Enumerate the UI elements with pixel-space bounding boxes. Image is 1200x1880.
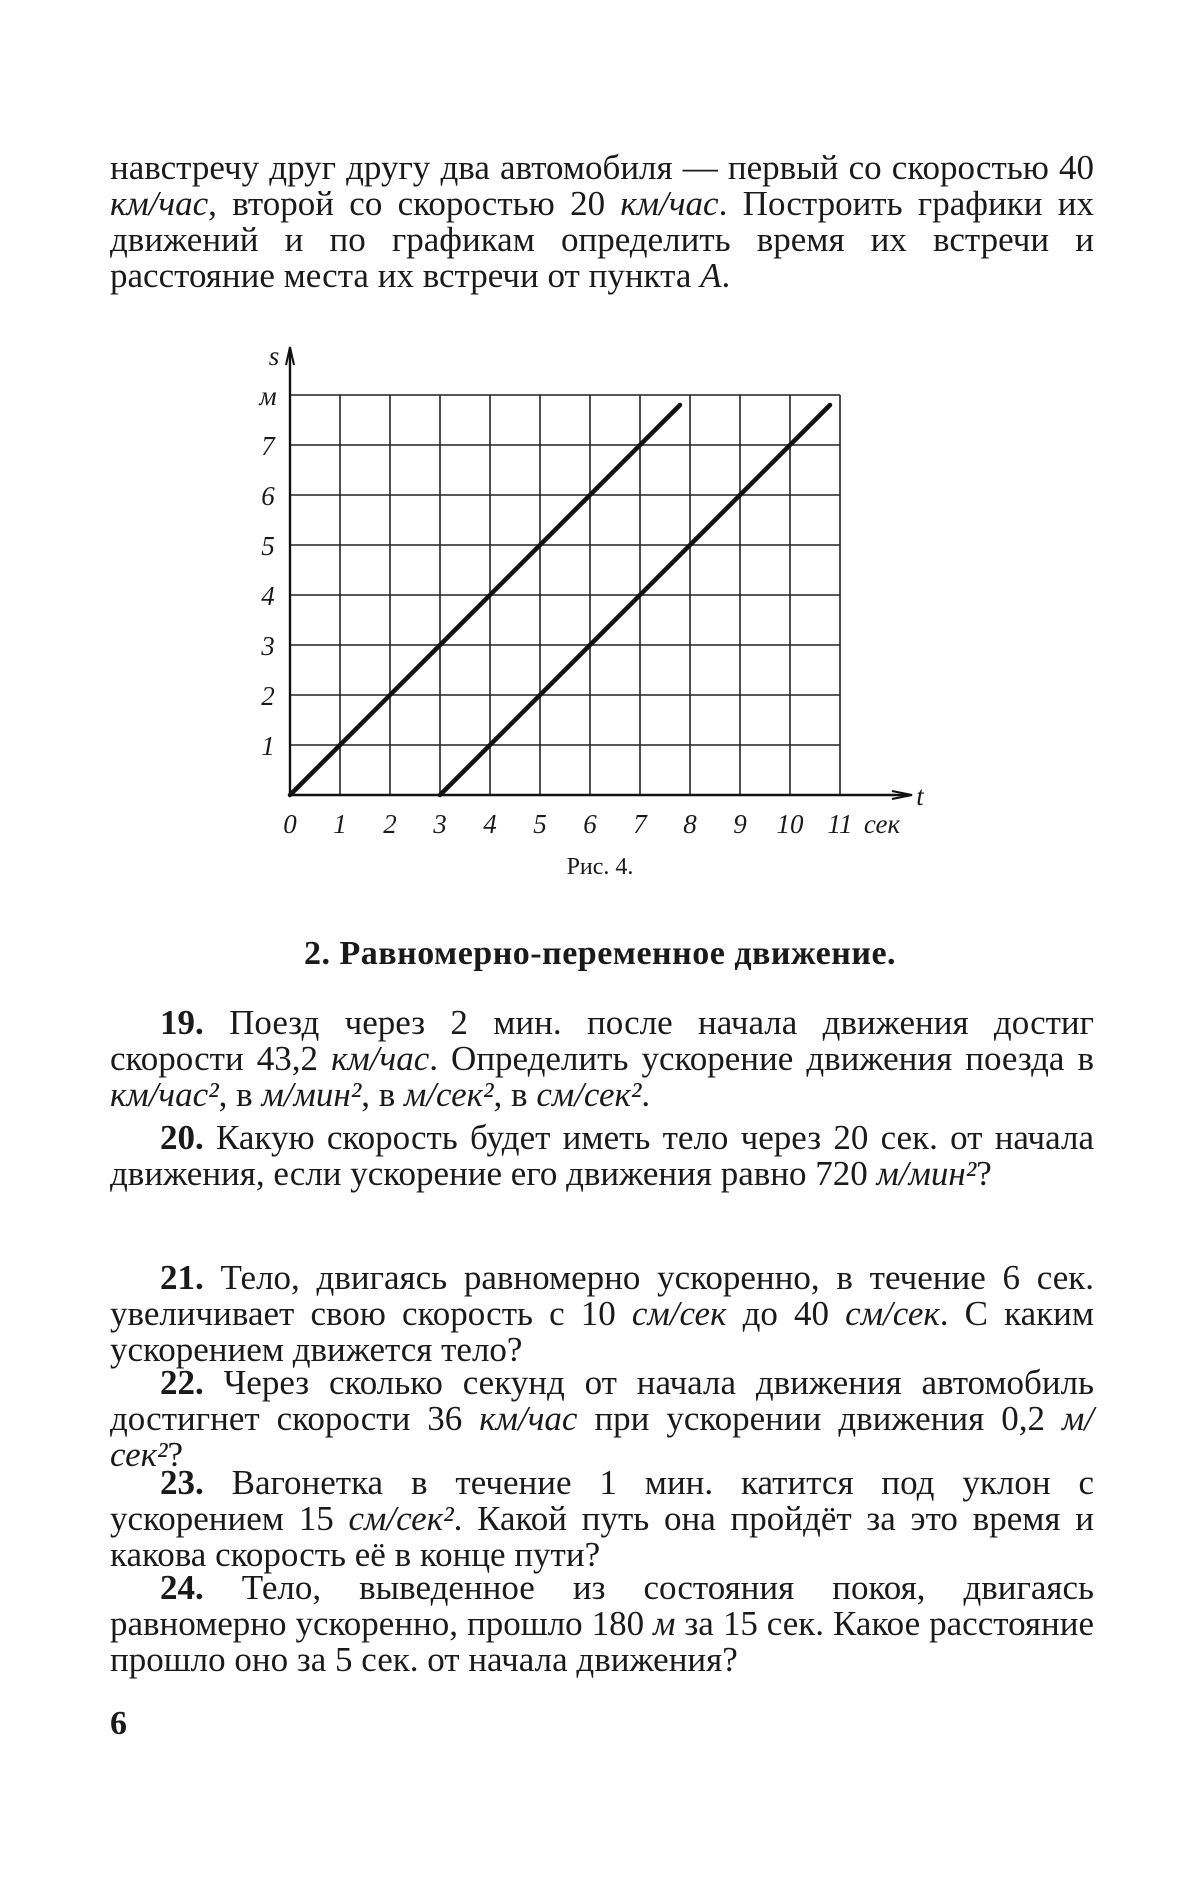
problem-text: Вагонетка в течение 1 мин. катится под уклон с ускорением 15 [110,1463,1094,1538]
problem-text: . [641,1075,651,1114]
x-tick-label: 11 [827,809,853,839]
x-tick-label: 2 [383,809,397,839]
problem-20 [110,1120,1094,1192]
chart-grid [290,395,840,795]
intro-text-1: навстречу друг другу два автомобиля — первый со скоростью 40 [110,148,1094,187]
intro-text-3: . Построить графики их движений и по графикам определить время их встречи и расстояние места их встречи от пункта [110,184,1094,295]
motion-graph-figure [240,335,940,855]
y-tick-label: 6 [261,481,275,511]
x-tick-label: 4 [483,809,497,839]
y-tick-label: 2 [261,681,275,711]
problem-text: Какую скорость будет иметь тело через 20 сек. от начала движения, если ускорение его движения равно 720 [110,1118,1095,1193]
problem-unit: м [653,1604,676,1643]
problem-text: . Определить ускорение движения поезда в [429,1039,1094,1078]
y-axis-unit: м [259,381,277,411]
intro-text-2: , второй со скоростью 20 [208,184,621,223]
problem-number: 22. [160,1363,224,1402]
problem-unit: см/сек² [536,1075,642,1114]
y-tick-label: 1 [261,731,275,761]
section-heading: 2. Равномерно-переменное движение. [303,935,897,972]
problem-unit: м/мин² [261,1075,362,1114]
problem-text: , в [493,1075,537,1114]
problem-text: при ускорении движения 0,2 [577,1399,1062,1438]
chart-series [290,405,830,795]
problem-unit: м/сек² [110,1399,1095,1474]
problem-21 [110,1260,1094,1368]
problem-24 [110,1570,1094,1678]
intro-unit-1: км/час [110,184,209,223]
x-tick-label: 9 [733,809,747,839]
problem-number: 19. [160,1003,230,1042]
problem-text: ? [976,1154,992,1193]
figure-caption: Рис. 4. [566,854,634,880]
y-tick-label: 3 [261,631,275,661]
problem-unit: см/сек² [348,1499,454,1538]
problem-text: Через сколько секунд от начала движения автомобиль достигнет скорости 36 [110,1363,1094,1438]
y-tick-label: 7 [261,431,275,461]
problem-unit: м/сек² [404,1075,494,1114]
problem-unit: см/сек [845,1294,940,1333]
x-tick-label: 3 [433,809,447,839]
problem-unit: км/час [331,1039,430,1078]
problem-unit: км/час² [110,1075,219,1114]
problem-text: до 40 [726,1294,846,1333]
problem-unit: км/час [479,1399,578,1438]
x-tick-label: 5 [533,809,547,839]
problem-number: 24. [160,1568,242,1607]
problem-19 [110,1005,1094,1113]
x-axis-letter: t [916,781,924,811]
x-tick-label: 10 [776,809,804,839]
problem-text: Тело, двигаясь равномерно ускоренно, в течение 6 сек. увеличивает свою скорость с 10 [110,1258,1094,1333]
intro-unit-2: км/час [620,184,719,223]
x-tick-label: 0 [283,809,297,839]
problem-unit: см/сек [631,1294,727,1333]
chart-labels [258,341,925,839]
y-tick-label: 5 [261,531,275,561]
problem-text: . С каким ускорением движется тело? [110,1294,1094,1369]
problem-text: , в [218,1075,262,1114]
intro-text-end: . [721,256,731,295]
problem-number: 21. [160,1258,221,1297]
problem-text: ? [167,1435,184,1474]
x-tick-label: 7 [633,809,647,839]
x-axis-unit: сек [863,809,901,839]
y-tick-label: 4 [261,581,275,611]
problem-text: Тело, выведенное из состояния покоя, двигаясь равномерно ускоренно, прошло 180 [110,1568,1095,1643]
problem-text: . Какой путь она пройдёт за это время и какова скорость её в конце пути? [110,1499,1094,1574]
y-axis-letter: s [268,341,280,371]
series-line-2 [440,405,830,795]
problem-text: , в [361,1075,404,1114]
problem-number: 20. [160,1118,217,1157]
x-tick-label: 6 [583,809,597,839]
problem-text: Поезд через 2 мин. после начала движения достиг скорости 43,2 [110,1003,1094,1078]
x-tick-label: 8 [683,809,697,839]
intro-paragraph [110,150,1094,294]
intro-point: А [700,256,722,295]
x-tick-label: 1 [333,809,347,839]
page-number: 6 [110,1705,127,1742]
problem-unit: м/мин² [876,1154,977,1193]
series-line-1 [290,405,680,795]
problem-text: за 15 сек. Какое расстояние прошло оно за 5 сек. от начала движения? [110,1604,1094,1679]
problem-number: 23. [160,1463,232,1502]
problem-22 [110,1365,1094,1473]
problem-23 [110,1465,1094,1573]
